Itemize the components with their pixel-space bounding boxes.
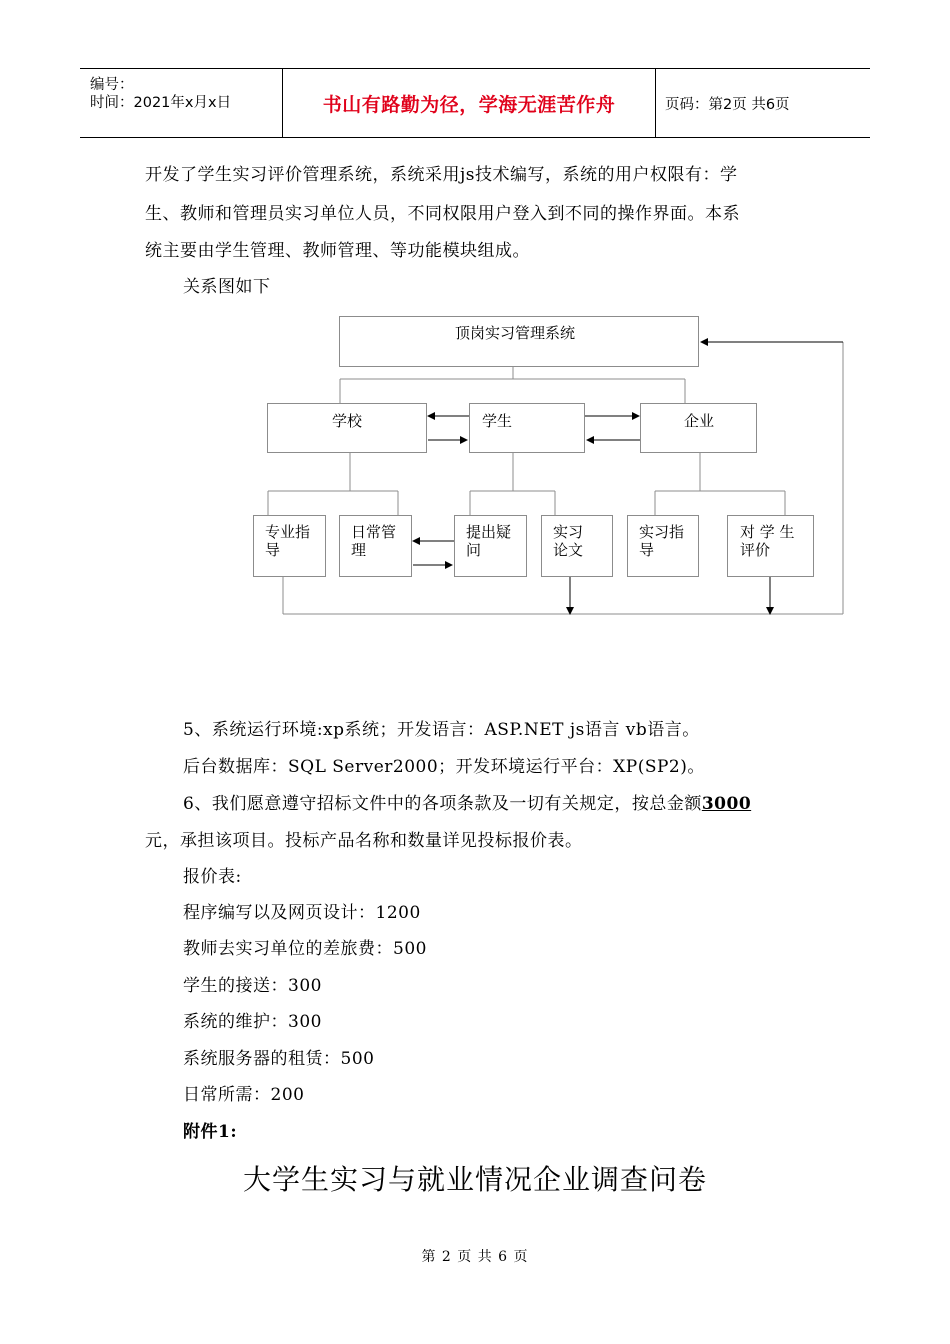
survey-title: 大学生实习与就业情况企业调查问卷: [242, 1163, 707, 1196]
node-internship-thesis: [541, 515, 613, 577]
commit-line-2: 元，承担该项目。投标产品名称和数量详见投标报价表。: [145, 831, 583, 851]
node-major-guidance-label: 专业指导: [265, 523, 311, 559]
node-student: [469, 403, 585, 453]
node-enterprise-label: 企业: [684, 412, 715, 430]
node-internship-guidance-label: 实习指导: [639, 523, 685, 559]
quote-item: 程序编写以及网页设计：1200: [183, 903, 421, 923]
node-raise-questions-label: 提出疑问: [466, 523, 512, 559]
commit-text: 6、我们愿意遵守招标文件中的各项条款及一切有关规定，按总金额: [183, 794, 702, 814]
page-header: [80, 68, 870, 138]
node-major-guidance: [253, 515, 326, 577]
quote-item: 教师去实习单位的差旅费：500: [183, 939, 427, 959]
quote-item: 系统服务器的租赁：500: [183, 1049, 375, 1069]
node-internship-guidance: [627, 515, 699, 577]
node-school: [267, 403, 427, 453]
commit-line-1: [183, 789, 751, 814]
intro-line-2: 生、教师和管理员实习单位人员，不同权限用户登入到不同的操作界面。本系: [145, 204, 740, 224]
db-line: 后台数据库：SQL Server2000；开发环境运行平台：XP(SP2)。: [183, 757, 705, 777]
node-student-evaluation: [727, 515, 814, 577]
env-line: 5、系统运行环境:xp系统；开发语言：ASP.NET js语言 vb语言。: [183, 720, 700, 740]
node-internship-thesis-label: 实习论文: [553, 523, 584, 559]
header-motto: 书山有路勤为径，学海无涯苦作舟: [283, 69, 656, 137]
commit-amount: 3000: [701, 794, 752, 814]
number-label: 编号：: [90, 77, 134, 93]
node-daily-management: [339, 515, 412, 577]
page-footer: 第 2 页 共 6 页: [421, 1249, 529, 1265]
node-daily-management-label: 日常管理: [351, 523, 397, 559]
node-school-label: 学校: [332, 412, 363, 430]
node-student-evaluation-label: 对 学 生 评价: [740, 523, 795, 559]
header-meta: [80, 69, 283, 137]
intro-line-3: 统主要由学生管理、教师管理、等功能模块组成。: [145, 241, 530, 261]
time-label: 时间：2021年x月x日: [90, 95, 232, 111]
quote-item: 学生的接送：300: [183, 976, 322, 996]
node-root: [339, 316, 699, 367]
node-raise-questions: [454, 515, 527, 577]
node-root-label: 顶岗实习管理系统: [455, 324, 576, 342]
quote-item: 系统的维护：300: [183, 1012, 322, 1032]
relation-caption: 关系图如下: [183, 277, 271, 297]
quote-item: 日常所需：200: [183, 1085, 305, 1105]
intro-line-1: 开发了学生实习评价管理系统，系统采用js技术编写，系统的用户权限有：学: [145, 165, 738, 185]
attachment-label: 附件1:: [183, 1122, 238, 1142]
quote-title: 报价表:: [183, 867, 242, 887]
node-student-label: 学生: [482, 412, 513, 430]
header-page-info: 页码：第2页 共6页: [665, 96, 790, 113]
node-enterprise: [640, 403, 757, 453]
